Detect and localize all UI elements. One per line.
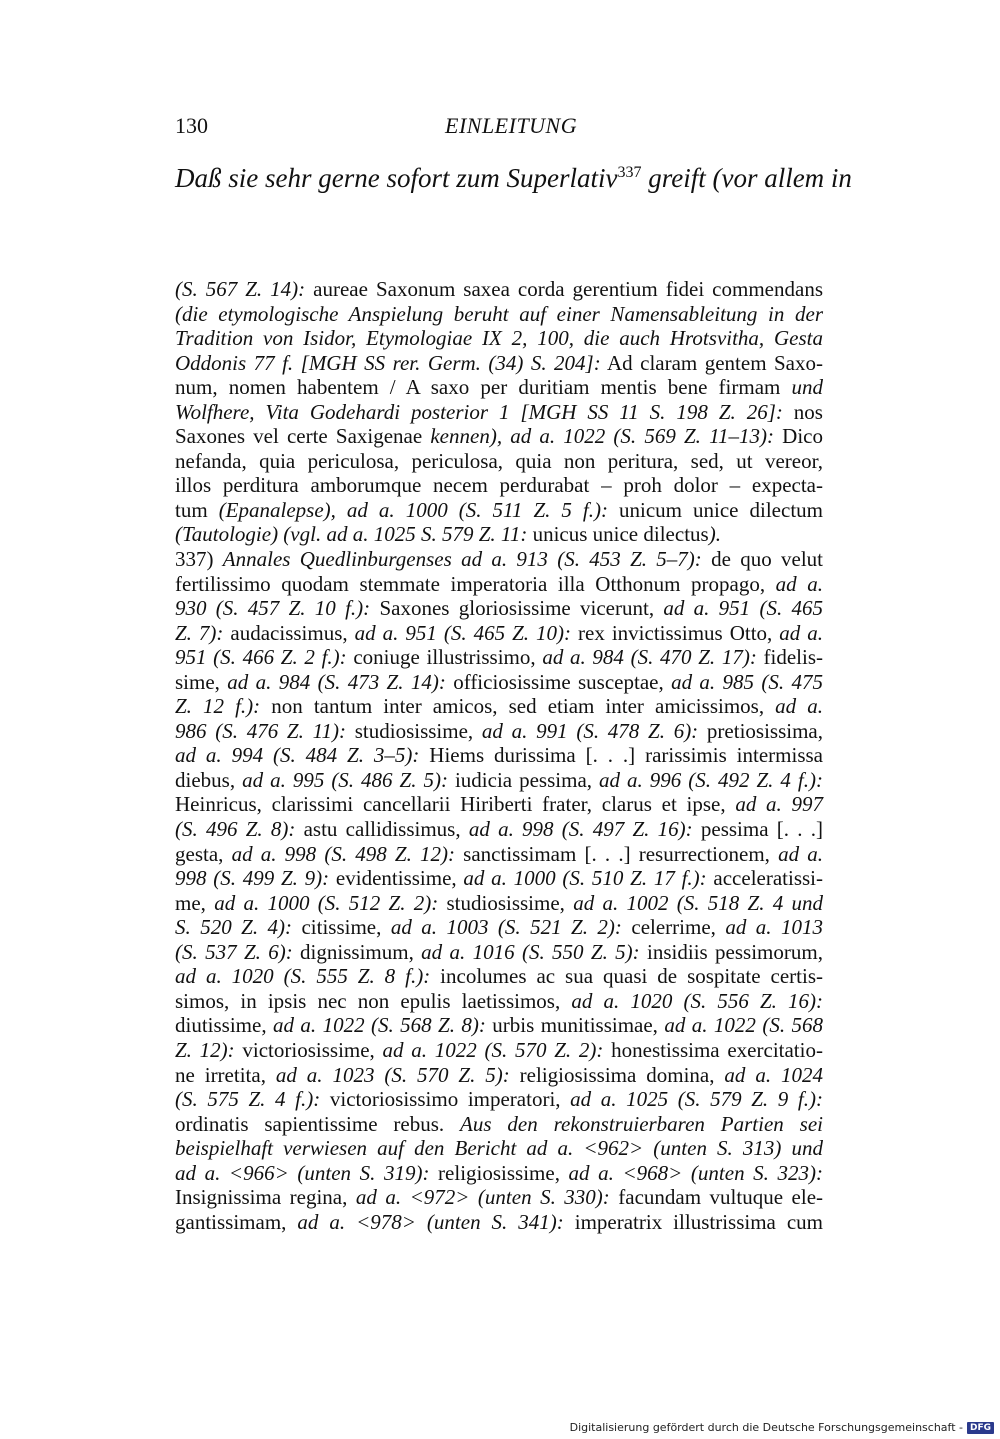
footnote-italic-text: ad a. 1022 (S. 568 [664,1013,823,1038]
footnote-text: religiosissime, [429,1160,569,1185]
footnote-text: de quo velut [701,547,823,572]
footnote-italic-text: ad a. 998 (S. 497 Z. 16): [468,817,693,842]
footnote-text: studiosissime, [346,718,482,743]
footnote-italic-text: 930 (S. 457 Z. 10 f.): [175,596,371,621]
footnote-italic-text: beispielhaft verwiesen auf den Bericht ad a. <962> (unten S. 313) und [175,1136,823,1161]
footnote-line [175,694,823,719]
footnote-reference: 337 [617,164,642,181]
footnote-text: pessima [. . .] [692,817,823,842]
footnote-italic-text: ad a. 1000 (S. 510 Z. 17 f.): [463,866,707,891]
footnote-text: aureae Saxonum saxea corda gerentium fidei commendans [305,277,823,301]
footnote-italic-text: ad a. 1024 [724,1062,823,1087]
footnote-line [175,326,823,351]
footnote-line [175,1063,823,1088]
footnote-line [175,302,823,327]
footnote-line [175,1210,823,1235]
footnote-italic-text: Tradition von Isidor, Etymologiae IX 2, 100, die auch Hrotsvitha, Gesta [175,326,823,351]
footnote-italic-text: Aus den rekonstruierbaren Partien sei [460,1111,823,1136]
footnote-italic-text: ad a. 995 (S. 486 Z. 5): [242,767,448,792]
footnote-line [175,522,823,547]
footnote-text: pretiosissima, [698,718,823,743]
footnote-italic-text: (Epanalepse), ad a. 1000 (S. 511 Z. 5 f.): [218,497,608,522]
footnote-line [175,866,823,891]
footnote-line [175,989,823,1014]
footnote-text: ordinatis sapientissime rebus. [175,1111,461,1136]
footnote-italic-text: ad a. 1002 (S. 518 Z. 4 und [573,890,824,915]
footnote-italic-text: ad a. 984 (S. 473 Z. 14): [227,669,446,694]
footnote-line [175,621,823,646]
footnote-italic-text: ad a. 1016 (S. 550 Z. 5): [421,939,640,964]
footnote-italic-text: ad a. 1025 (S. 579 Z. 9 f.): [570,1087,823,1112]
footnote-italic-text: ad a. 951 (S. 465 Z. 10): [354,620,572,645]
footnote-italic-text: ad a. 1022 (S. 568 Z. 8): [273,1013,486,1038]
footnote-italic-text: Z. 7): [175,620,224,645]
footnote-line [175,817,823,842]
footnote-line [175,1087,823,1112]
footnote-text: evidentissime, [329,866,464,891]
footnote-italic-text: ad a. 991 (S. 478 Z. 6): [481,718,699,743]
footnote-text: honestissima exercitatio- [603,1037,823,1062]
footnote-line [175,1161,823,1186]
footnote-text: sanctissimam [. . .] resurrectionem, [455,841,779,866]
footnote-line [175,424,823,449]
footnote-text: urbis munitissimae, [485,1013,665,1038]
footnote-text: fidelis- [756,645,823,670]
footnote-line [175,277,823,302]
dfg-logo: DFG [967,1422,994,1434]
footnote-italic-text: ad a. 951 (S. 465 [663,596,823,621]
footnote-text: incolumes ac sua quasi de sospitate certis- [430,964,823,989]
footnote-italic-text: ad a. 994 (S. 484 Z. 3–5): [175,743,420,768]
footnote-italic-text: 998 (S. 499 Z. 9): [175,866,330,891]
footnote-italic-text: ad a. [775,694,824,719]
footnote-italic-text: 951 (S. 466 Z. 2 f.): [175,645,347,670]
footnote-line [175,891,823,916]
footnote-text: audacissimus, [223,620,355,645]
footnotes-block [175,277,823,1234]
footnote-line [175,572,823,597]
footnote-text: diutissime, [175,1013,273,1038]
footnote-text: unicum unice dilectum [607,497,823,522]
page-number: 130 [175,113,208,138]
footnote-line [175,964,823,989]
page-header [175,113,823,147]
footnote-line [175,1136,823,1161]
footnote-line [175,1112,823,1137]
footnote-italic-text: (S. 575 Z. 4 f.): [175,1087,321,1112]
footnote-text: sime, [175,669,228,694]
footnote-italic-text: Z. 12 f.): [175,694,261,719]
footnote-italic-text: 986 (S. 476 Z. 11): [175,718,347,743]
footnote-text: dignissimum, [292,939,422,964]
footnote-text: Heinricus, clarissimi cancellarii Hiriberti frater, clarus et ipse, [175,792,736,817]
footnote-text: gantissimam, [175,1209,298,1234]
body-text-line [175,163,852,194]
footnote-text: num, nomen habentem / A saxo per duritiam mentis bene firmam [175,375,792,400]
footnote-text: fertilissimo quodam stemmate imperatoria illa Otthonum propago, [175,571,776,596]
footnote-italic-text: ). [708,522,721,547]
footnote-text: ne irretita, [175,1062,276,1087]
footnote-italic-text: und [791,375,823,400]
footnote-italic-text: ad a. <968> (unten S. 323): [568,1160,823,1185]
footnote-italic-text: ad a. 985 (S. 475 [671,669,823,694]
footnote-line [175,915,823,940]
footnote-italic-text: ad a. 1003 (S. 521 Z. 2): [390,915,622,940]
footnote-line [175,743,823,768]
footnote-line [175,547,823,572]
footnote-text: victoriosissime, [234,1037,383,1062]
footnote-line [175,670,823,695]
footnote-italic-text: ad a. 984 (S. 470 Z. 17): [542,645,757,670]
footnote-italic-text: ad a. [778,841,824,866]
footnote-italic-text: (die etymologische Anspielung beruht auf einer Namensableitung in der [175,301,823,326]
footnote-italic-text: Annales Quedlinburgenses ad a. 913 (S. 453 Z. 5–7): [222,547,702,572]
footnote-text: rex invictissimus Otto, [571,620,780,645]
footnote-text: insidiis pessimorum, [639,939,823,964]
footnote-italic-text: Z. 12): [175,1037,235,1062]
footnote-italic-text: Wolfhere, Vita Godehardi posterior 1 [MGH SS 11 S. 198 Z. 26]: [175,399,783,424]
footnote-text: diebus, [175,767,243,792]
footnote-italic-text: ad a. 1013 [725,915,823,940]
footnote-text: me, [175,890,215,915]
footnote-text: studiosissime, [438,890,574,915]
credit-text: Digitalisierung gefördert durch die Deutsche Forschungsgemeinschaft - [569,1421,963,1434]
footnote-italic-text: Oddonis 77 f. [MGH SS rer. Germ. (34) S. 204]: [175,350,601,375]
footnote-italic-text: ad a. 1000 (S. 512 Z. 2): [214,890,439,915]
footnote-line [175,1013,823,1038]
footnote-italic-text: ad a. 1022 (S. 570 Z. 2): [382,1037,604,1062]
footnote-italic-text: ad a. 1020 (S. 556 Z. 16): [571,988,823,1013]
footnote-italic-text: ad a. <966> (unten S. 319): [175,1160,430,1185]
footnote-italic-text: kennen), ad a. 1022 (S. 569 Z. 11–13): [430,424,774,449]
footnote-text: facundam vultuque ele- [609,1185,824,1210]
footnote-text: Hiems durissima [. . .] rarissimis intermissa [419,743,823,768]
footnote-text: nefanda, quia periculosa, periculosa, quia non peritura, sed, ut vereor, [175,448,823,473]
footnote-text: gesta, [175,841,232,866]
footnote-italic-text: ad a. 996 (S. 492 Z. 4 f.): [599,767,823,792]
footnote-italic-text: S. 520 Z. 4): [175,915,293,940]
footnote-text: simos, in ipsis nec non epulis laetissimos, [175,988,572,1013]
digitization-credit [570,1421,994,1434]
footnote-line [175,375,823,400]
body-text: Daß sie sehr gerne sofort zum Superlativ [175,163,618,193]
footnote-text: Insignissima regina, [175,1185,356,1210]
footnote-line [175,792,823,817]
footnote-text: Saxones gloriosissime vicerunt, [370,596,664,621]
footnote-text: tum [175,497,219,522]
running-title: EINLEITUNG [445,113,578,138]
body-text-continued: greift (vor allem in [641,163,852,193]
footnote-italic-text: ad a. 1020 (S. 555 Z. 8 f.): [175,964,431,989]
footnote-line [175,351,823,376]
footnote-italic-text: ad a. <972> (unten S. 330): [355,1185,610,1210]
footnote-line [175,1185,823,1210]
footnote-text: astu callidissimus, [295,817,469,842]
footnote-text: coniuge illustrissimo, [346,645,543,670]
footnote-line [175,1038,823,1063]
footnote-line [175,768,823,793]
footnote-text: acceleratissi- [706,866,823,891]
footnote-text: victoriosissimo imperatori, [320,1087,571,1112]
footnote-line [175,449,823,474]
footnote-text: illos perditura amborumque necem perdurabat – proh dolor – expecta- [175,473,823,498]
footnote-italic-text: (Tautologie) (vgl. ad a. 1025 S. 579 Z. 11: [175,522,528,547]
footnote-italic-text: ad a. 997 [735,792,824,817]
footnote-italic-text: (S. 537 Z. 6): [175,939,293,964]
footnote-text: iudicia pessima, [447,767,600,792]
footnote-italic-text: (S. 567 Z. 14): [175,277,306,301]
footnote-line [175,596,823,621]
footnote-text: citissime, [292,915,391,940]
footnote-text: religiosissima domina, [509,1062,725,1087]
footnote-italic-text: (S. 496 Z. 8): [175,817,296,842]
footnote-line [175,498,823,523]
footnote-text: 337) [175,547,223,572]
footnote-text: officiosissime susceptae, [445,669,672,694]
footnote-text: imperatrix illustrissima cum [563,1209,823,1234]
footnote-line [175,842,823,867]
footnote-italic-text: ad a. 1023 (S. 570 Z. 5): [275,1062,510,1087]
footnote-text: celerrime, [621,915,726,940]
footnote-line [175,400,823,425]
footnote-line [175,940,823,965]
footnote-italic-text: ad a. [775,571,823,596]
footnote-line [175,473,823,498]
footnote-text: unicus unice dilectus [527,522,709,547]
footnote-line [175,645,823,670]
footnote-text: Saxones vel certe Saxigenae [175,424,431,449]
footnote-text: Dico [774,424,823,449]
footnote-italic-text: ad a. [779,620,824,645]
footnote-italic-text: ad a. 998 (S. 498 Z. 12): [231,841,455,866]
footnote-text: non tantum inter amicos, sed etiam inter amicissimos, [260,694,776,719]
footnote-text: Ad claram gentem Saxo- [600,350,823,375]
footnote-text: nos [782,399,823,424]
footnote-line [175,719,823,744]
footnote-italic-text: ad a. <978> (unten S. 341): [297,1209,564,1234]
